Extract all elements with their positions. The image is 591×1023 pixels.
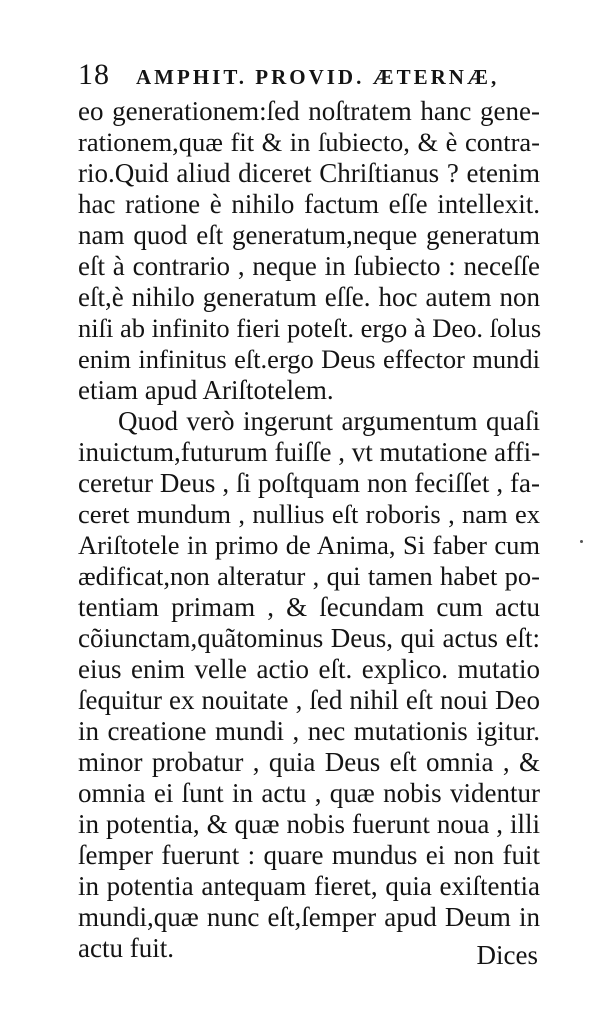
text-line: eſt à contrario , neque in ſubiecto : neceſſe [78, 251, 540, 281]
text-line: cõiunctam,quãtominus Deus, qui actus eſt: [78, 623, 540, 653]
page-header [78, 58, 548, 94]
text-line: ſequitur ex nouitate , ſed nihil eſt noui Deo [78, 685, 540, 715]
text-line: mundi,quæ nunc eſt,ſemper apud Deum in [78, 902, 540, 932]
text-line: tentiam primam , & ſecundam cum actu [78, 592, 540, 622]
text-line: enim infinitus eſt.ergo Deus effector mundi [78, 344, 540, 374]
text-line: rio.Quid aliud diceret Chriſtianus ? etenim [78, 158, 540, 188]
text-line: actu fuit. [78, 933, 174, 963]
text-line: etiam apud Ariſtotelem. [78, 375, 334, 405]
text-line: minor probatur , quia Deus eſt omnia , & [78, 747, 540, 777]
text-line: eius enim velle actio eſt. explico. mutatio [78, 654, 540, 684]
text-line: ſemper fuerunt : quare mundus ei non fuit [78, 840, 540, 870]
text-line: ceret mundum , nullius eſt roboris , nam ex [78, 499, 540, 529]
text-line: in creatione mundi , nec mutationis igitur. [78, 716, 540, 746]
text-line: inuictum,futurum fuiſſe , vt mutatione affi- [78, 437, 541, 467]
running-title: AMPHIT. PROVID. ÆTERNÆ, [136, 65, 500, 89]
text-line: Ariſtotele in primo de Anima, Si faber cum [78, 530, 540, 560]
page-number: 18 [78, 58, 110, 91]
text-line: eo generationem:ſed noſtratem hanc gene- [78, 96, 540, 126]
paper-speck [580, 540, 583, 543]
catchword: Dices [476, 940, 538, 970]
text-line: in potentia, & quæ nobis fuerunt noua , illi [78, 809, 540, 839]
text-line: ædificat,non alteratur , qui tamen habet po- [78, 561, 540, 591]
text-line: eſt,è nihilo generatum eſſe. hoc autem non [78, 282, 540, 312]
text-line: in potentia antequam fieret, quia exiſtentia [78, 871, 540, 901]
text-line: rationem,quæ fit & in ſubiecto, & è contra- [78, 127, 540, 157]
text-line: hac ratione è nihilo factum eſſe intellexit. [78, 189, 540, 219]
text-line: nam quod eſt generatum,neque generatum [78, 220, 540, 250]
text-line: ceretur Deus , ſi poſtquam non feciſſet , fa- [78, 468, 540, 498]
text-line: omnia ei ſunt in actu , quæ nobis videntur [78, 778, 540, 808]
text-line: niſi ab infinito fieri poteſt. ergo à Deo. ſolus [78, 313, 542, 343]
text-line: Quod verò ingerunt argumentum quaſi [118, 406, 540, 436]
